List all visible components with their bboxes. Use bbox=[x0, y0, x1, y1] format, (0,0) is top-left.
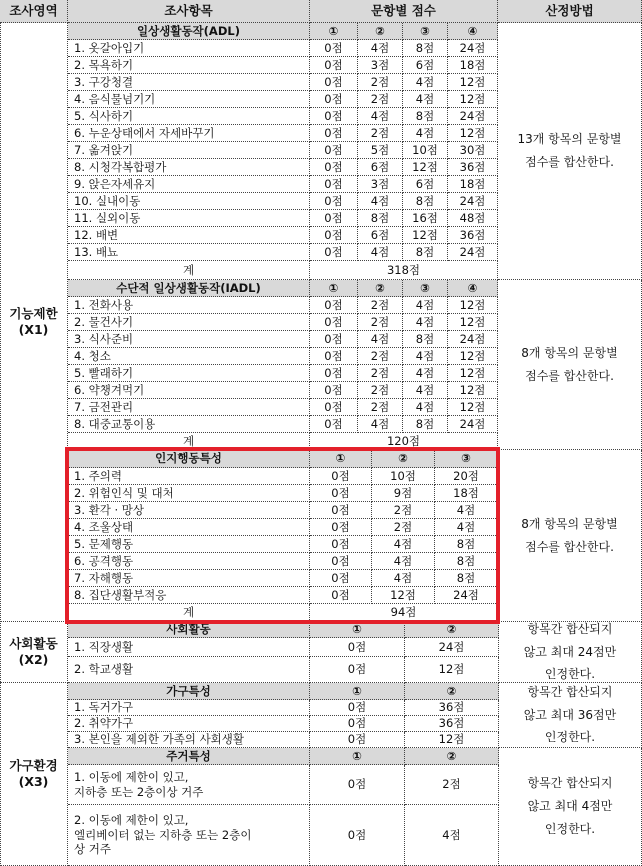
item-score: 0점 bbox=[310, 91, 358, 108]
iadl-title: 수단적 일상생활동작(IADL) bbox=[68, 280, 310, 297]
item-score: 3점 bbox=[358, 176, 403, 193]
item-score: 4점 bbox=[372, 536, 435, 553]
item-name bbox=[68, 638, 310, 657]
text-line: 인정한다. bbox=[544, 730, 596, 745]
item-score: 24점 bbox=[448, 416, 498, 433]
column-number: ② bbox=[405, 622, 499, 638]
item-name: 9. 앉은자세유지 bbox=[68, 176, 310, 193]
column-number: ② bbox=[405, 748, 499, 765]
text-line: (X3) bbox=[18, 774, 49, 789]
item-name: 8. 시청각복합평가 bbox=[68, 159, 310, 176]
total-label: 계 bbox=[68, 433, 310, 450]
item-score: 0점 bbox=[310, 159, 358, 176]
column-number: ④ bbox=[448, 280, 498, 297]
method-cog bbox=[498, 450, 642, 622]
item-score: 0점 bbox=[310, 700, 405, 716]
item-score: 16점 bbox=[403, 210, 448, 227]
item-name bbox=[68, 657, 310, 683]
item-score: 4점 bbox=[358, 331, 403, 348]
text-line: 1. 직장생활 bbox=[74, 639, 134, 654]
item-score: 0점 bbox=[310, 125, 358, 142]
total-value: 318점 bbox=[310, 261, 498, 280]
column-number: ② bbox=[358, 23, 403, 40]
item-name: 7. 자해행동 bbox=[68, 570, 310, 587]
item-score: 4점 bbox=[372, 570, 435, 587]
item-score: 2점 bbox=[358, 348, 403, 365]
item-score: 4점 bbox=[358, 193, 403, 210]
column-number: ④ bbox=[448, 23, 498, 40]
column-number: ② bbox=[405, 683, 499, 700]
item-score: 2점 bbox=[358, 74, 403, 91]
item-score: 12점 bbox=[448, 314, 498, 331]
housing-title: 주거특성 bbox=[68, 748, 310, 765]
item-score: 0점 bbox=[310, 142, 358, 159]
text-line: 3. 본인을 제외한 가족의 사회생활 bbox=[74, 732, 245, 747]
social-title: 사회활동 bbox=[68, 622, 310, 638]
text-line: 8개 항목의 문항별 bbox=[521, 345, 618, 360]
item-score: 6점 bbox=[403, 176, 448, 193]
item-score: 4점 bbox=[403, 74, 448, 91]
text-line: 지하층 또는 2층이상 거주 bbox=[74, 784, 204, 799]
text-line: 상 거주 bbox=[74, 842, 111, 857]
item-name: 6. 누운상태에서 자세바꾸기 bbox=[68, 125, 310, 142]
item-score: 4점 bbox=[403, 399, 448, 416]
item-score: 0점 bbox=[310, 805, 405, 866]
item-score: 0점 bbox=[310, 40, 358, 57]
item-score: 0점 bbox=[310, 297, 358, 314]
item-name: 2. 위험인식 및 대처 bbox=[68, 485, 310, 502]
item-score: 12점 bbox=[403, 159, 448, 176]
item-score: 24점 bbox=[448, 244, 498, 261]
item-score: 12점 bbox=[448, 125, 498, 142]
total-value: 94점 bbox=[310, 604, 498, 622]
item-name: 10. 실내이동 bbox=[68, 193, 310, 210]
item-score: 18점 bbox=[435, 485, 498, 502]
item-score: 12점 bbox=[403, 227, 448, 244]
item-name: 7. 옮겨앉기 bbox=[68, 142, 310, 159]
area-header: 조사영역 bbox=[0, 0, 68, 23]
area-x2 bbox=[0, 622, 68, 683]
text-line: 8개 항목의 문항별 bbox=[521, 516, 618, 531]
item-score: 4점 bbox=[403, 382, 448, 399]
item-name bbox=[68, 716, 310, 732]
text-line: 엘리베이터 없는 지하층 또는 2층이 bbox=[74, 827, 252, 842]
item-name: 5. 식사하기 bbox=[68, 108, 310, 125]
item-name: 11. 실외이동 bbox=[68, 210, 310, 227]
item-score: 2점 bbox=[358, 382, 403, 399]
item-score: 24점 bbox=[405, 638, 499, 657]
text-line: 점수를 합산한다. bbox=[525, 368, 614, 383]
item-score: 36점 bbox=[448, 159, 498, 176]
text-line: 사회활동 bbox=[9, 636, 58, 652]
area-x3 bbox=[0, 683, 68, 866]
item-score: 4점 bbox=[405, 805, 499, 866]
item-score: 5점 bbox=[358, 142, 403, 159]
item-score: 4점 bbox=[358, 244, 403, 261]
item-score: 24점 bbox=[448, 193, 498, 210]
item-score: 12점 bbox=[448, 297, 498, 314]
item-score: 0점 bbox=[310, 314, 358, 331]
item-score: 2점 bbox=[358, 91, 403, 108]
method-household bbox=[499, 683, 642, 748]
item-score: 8점 bbox=[435, 570, 498, 587]
item-score: 36점 bbox=[448, 227, 498, 244]
item-name: 2. 목욕하기 bbox=[68, 57, 310, 74]
item-score: 8점 bbox=[403, 416, 448, 433]
item-score: 0점 bbox=[310, 536, 372, 553]
item-score: 18점 bbox=[448, 57, 498, 74]
item-score: 0점 bbox=[310, 348, 358, 365]
item-score: 0점 bbox=[310, 657, 405, 683]
item-score: 2점 bbox=[358, 399, 403, 416]
item-score: 4점 bbox=[403, 297, 448, 314]
item-score: 12점 bbox=[372, 587, 435, 604]
item-name: 5. 문제행동 bbox=[68, 536, 310, 553]
item-score: 0점 bbox=[310, 74, 358, 91]
text-line: 2. 학교생활 bbox=[74, 662, 134, 677]
method-housing bbox=[499, 748, 642, 866]
item-score: 12점 bbox=[405, 732, 499, 748]
item-name: 4. 음식물넘기기 bbox=[68, 91, 310, 108]
item-score: 8점 bbox=[358, 210, 403, 227]
text-line: (X2) bbox=[18, 652, 49, 667]
item-name: 1. 전화사용 bbox=[68, 297, 310, 314]
area-x1 bbox=[0, 23, 68, 622]
item-score: 8점 bbox=[403, 108, 448, 125]
item-score: 0점 bbox=[310, 553, 372, 570]
item-score: 0점 bbox=[310, 176, 358, 193]
item-score: 30점 bbox=[448, 142, 498, 159]
item-score: 4점 bbox=[403, 314, 448, 331]
item-score: 6점 bbox=[358, 227, 403, 244]
item-score: 6점 bbox=[403, 57, 448, 74]
item-name: 6. 약챙겨먹기 bbox=[68, 382, 310, 399]
item-score: 2점 bbox=[372, 519, 435, 536]
method-header: 산정방법 bbox=[498, 0, 642, 23]
item-score: 0점 bbox=[310, 732, 405, 748]
text-line: 점수를 합산한다. bbox=[525, 539, 614, 554]
item-score: 24점 bbox=[448, 331, 498, 348]
column-number: ② bbox=[358, 280, 403, 297]
text-line: 항목간 합산되지 bbox=[527, 776, 613, 791]
text-line: 13개 항목의 문항별 bbox=[517, 132, 622, 147]
item-score: 2점 bbox=[405, 765, 499, 805]
item-score: 9점 bbox=[372, 485, 435, 502]
item-score: 8점 bbox=[403, 40, 448, 57]
item-name: 3. 구강청결 bbox=[68, 74, 310, 91]
household-title: 가구특성 bbox=[68, 683, 310, 700]
text-line: 1. 독거가구 bbox=[74, 700, 134, 715]
total-label: 계 bbox=[68, 261, 310, 280]
column-number: ③ bbox=[403, 280, 448, 297]
item-score: 4점 bbox=[358, 416, 403, 433]
item-name: 8. 대중교통이용 bbox=[68, 416, 310, 433]
item-name bbox=[68, 732, 310, 748]
item-name: 13. 배뇨 bbox=[68, 244, 310, 261]
item-score: 4점 bbox=[403, 91, 448, 108]
text-line: 항목간 합산되지 bbox=[527, 684, 613, 699]
text-line: 않고 최대 4점만 bbox=[527, 799, 613, 814]
item-score: 0점 bbox=[310, 716, 405, 732]
item-name: 3. 식사준비 bbox=[68, 331, 310, 348]
column-number: ① bbox=[310, 280, 358, 297]
text-line: 않고 최대 24점만 bbox=[523, 644, 617, 659]
item-score: 0점 bbox=[310, 570, 372, 587]
item-score: 2점 bbox=[358, 125, 403, 142]
column-number: ③ bbox=[435, 450, 498, 468]
item-name: 6. 공격행동 bbox=[68, 553, 310, 570]
score-header: 문항별 점수 bbox=[310, 0, 498, 23]
item-name: 2. 물건사기 bbox=[68, 314, 310, 331]
item-score: 8점 bbox=[435, 553, 498, 570]
item-score: 4점 bbox=[435, 519, 498, 536]
method-adl bbox=[498, 23, 642, 280]
item-name bbox=[68, 700, 310, 716]
item-name: 4. 청소 bbox=[68, 348, 310, 365]
item-score: 4점 bbox=[372, 553, 435, 570]
item-name: 1. 옷갈아입기 bbox=[68, 40, 310, 57]
method-social bbox=[499, 622, 642, 683]
column-number: ① bbox=[310, 622, 405, 638]
item-name bbox=[68, 765, 310, 805]
item-score: 0점 bbox=[310, 519, 372, 536]
adl-title: 일상생활동작(ADL) bbox=[68, 23, 310, 40]
item-score: 4점 bbox=[358, 108, 403, 125]
item-score: 0점 bbox=[310, 210, 358, 227]
item-score: 24점 bbox=[448, 108, 498, 125]
item-score: 12점 bbox=[448, 74, 498, 91]
text-line: 인정한다. bbox=[544, 667, 596, 682]
text-line: 않고 최대 36점만 bbox=[523, 707, 617, 722]
item-score: 0점 bbox=[310, 227, 358, 244]
item-score: 12점 bbox=[448, 382, 498, 399]
item-score: 8점 bbox=[435, 536, 498, 553]
text-line: 점수를 합산한다. bbox=[525, 155, 614, 169]
item-score: 0점 bbox=[310, 57, 358, 74]
item-name: 5. 빨래하기 bbox=[68, 365, 310, 382]
item-score: 0점 bbox=[310, 587, 372, 604]
item-score: 10점 bbox=[403, 142, 448, 159]
item-score: 0점 bbox=[310, 331, 358, 348]
text-line: 2. 취약가구 bbox=[74, 716, 134, 731]
item-name: 3. 환각 · 망상 bbox=[68, 502, 310, 519]
item-score: 0점 bbox=[310, 485, 372, 502]
item-score: 20점 bbox=[435, 468, 498, 485]
item-score: 0점 bbox=[310, 765, 405, 805]
item-name bbox=[68, 805, 310, 866]
item-score: 12점 bbox=[448, 348, 498, 365]
column-number: ① bbox=[310, 450, 372, 468]
text-line: 인정한다. bbox=[544, 821, 596, 836]
item-score: 8점 bbox=[403, 331, 448, 348]
item-score: 8점 bbox=[403, 244, 448, 261]
item-score: 36점 bbox=[405, 700, 499, 716]
item-header: 조사항목 bbox=[68, 0, 310, 23]
item-score: 2점 bbox=[372, 502, 435, 519]
item-score: 0점 bbox=[310, 108, 358, 125]
item-name: 7. 금전관리 bbox=[68, 399, 310, 416]
item-score: 4점 bbox=[435, 502, 498, 519]
item-score: 10점 bbox=[372, 468, 435, 485]
column-number: ① bbox=[310, 748, 405, 765]
total-label: 계 bbox=[68, 604, 310, 622]
text-line: 항목간 합산되지 bbox=[527, 622, 613, 636]
column-number: ② bbox=[372, 450, 435, 468]
item-score: 8점 bbox=[403, 193, 448, 210]
text-line: 1. 이동에 제한이 있고, bbox=[74, 770, 189, 785]
item-score: 0점 bbox=[310, 382, 358, 399]
item-score: 0점 bbox=[310, 244, 358, 261]
item-name: 12. 배변 bbox=[68, 227, 310, 244]
item-score: 36점 bbox=[405, 716, 499, 732]
item-score: 0점 bbox=[310, 399, 358, 416]
column-number: ① bbox=[310, 683, 405, 700]
item-score: 24점 bbox=[435, 587, 498, 604]
item-name: 1. 주의력 bbox=[68, 468, 310, 485]
total-value: 120점 bbox=[310, 433, 498, 450]
item-score: 0점 bbox=[310, 468, 372, 485]
cog-title: 인지행동특성 bbox=[68, 450, 310, 468]
item-score: 0점 bbox=[310, 502, 372, 519]
item-score: 2점 bbox=[358, 314, 403, 331]
item-score: 2점 bbox=[358, 365, 403, 382]
item-score: 24점 bbox=[448, 40, 498, 57]
item-name: 8. 집단생활부적응 bbox=[68, 587, 310, 604]
column-number: ③ bbox=[403, 23, 448, 40]
item-score: 0점 bbox=[310, 193, 358, 210]
method-iadl bbox=[498, 280, 642, 450]
item-score: 18점 bbox=[448, 176, 498, 193]
item-score: 4점 bbox=[358, 40, 403, 57]
item-score: 12점 bbox=[405, 657, 499, 683]
item-name: 4. 조울상태 bbox=[68, 519, 310, 536]
item-score: 0점 bbox=[310, 365, 358, 382]
item-score: 12점 bbox=[448, 91, 498, 108]
item-score: 4점 bbox=[403, 125, 448, 142]
text-line: 2. 이동에 제한이 있고, bbox=[74, 813, 189, 828]
item-score: 0점 bbox=[310, 416, 358, 433]
item-score: 0점 bbox=[310, 638, 405, 657]
text-line: 가구환경 bbox=[9, 758, 58, 774]
column-number: ① bbox=[310, 23, 358, 40]
item-score: 4점 bbox=[403, 365, 448, 382]
item-score: 12점 bbox=[448, 365, 498, 382]
item-score: 6점 bbox=[358, 159, 403, 176]
text-line: (X1) bbox=[18, 322, 49, 337]
item-score: 2점 bbox=[358, 297, 403, 314]
text-line: 기능제한 bbox=[9, 306, 58, 322]
item-score: 12점 bbox=[448, 399, 498, 416]
item-score: 48점 bbox=[448, 210, 498, 227]
item-score: 4점 bbox=[403, 348, 448, 365]
item-score: 3점 bbox=[358, 57, 403, 74]
